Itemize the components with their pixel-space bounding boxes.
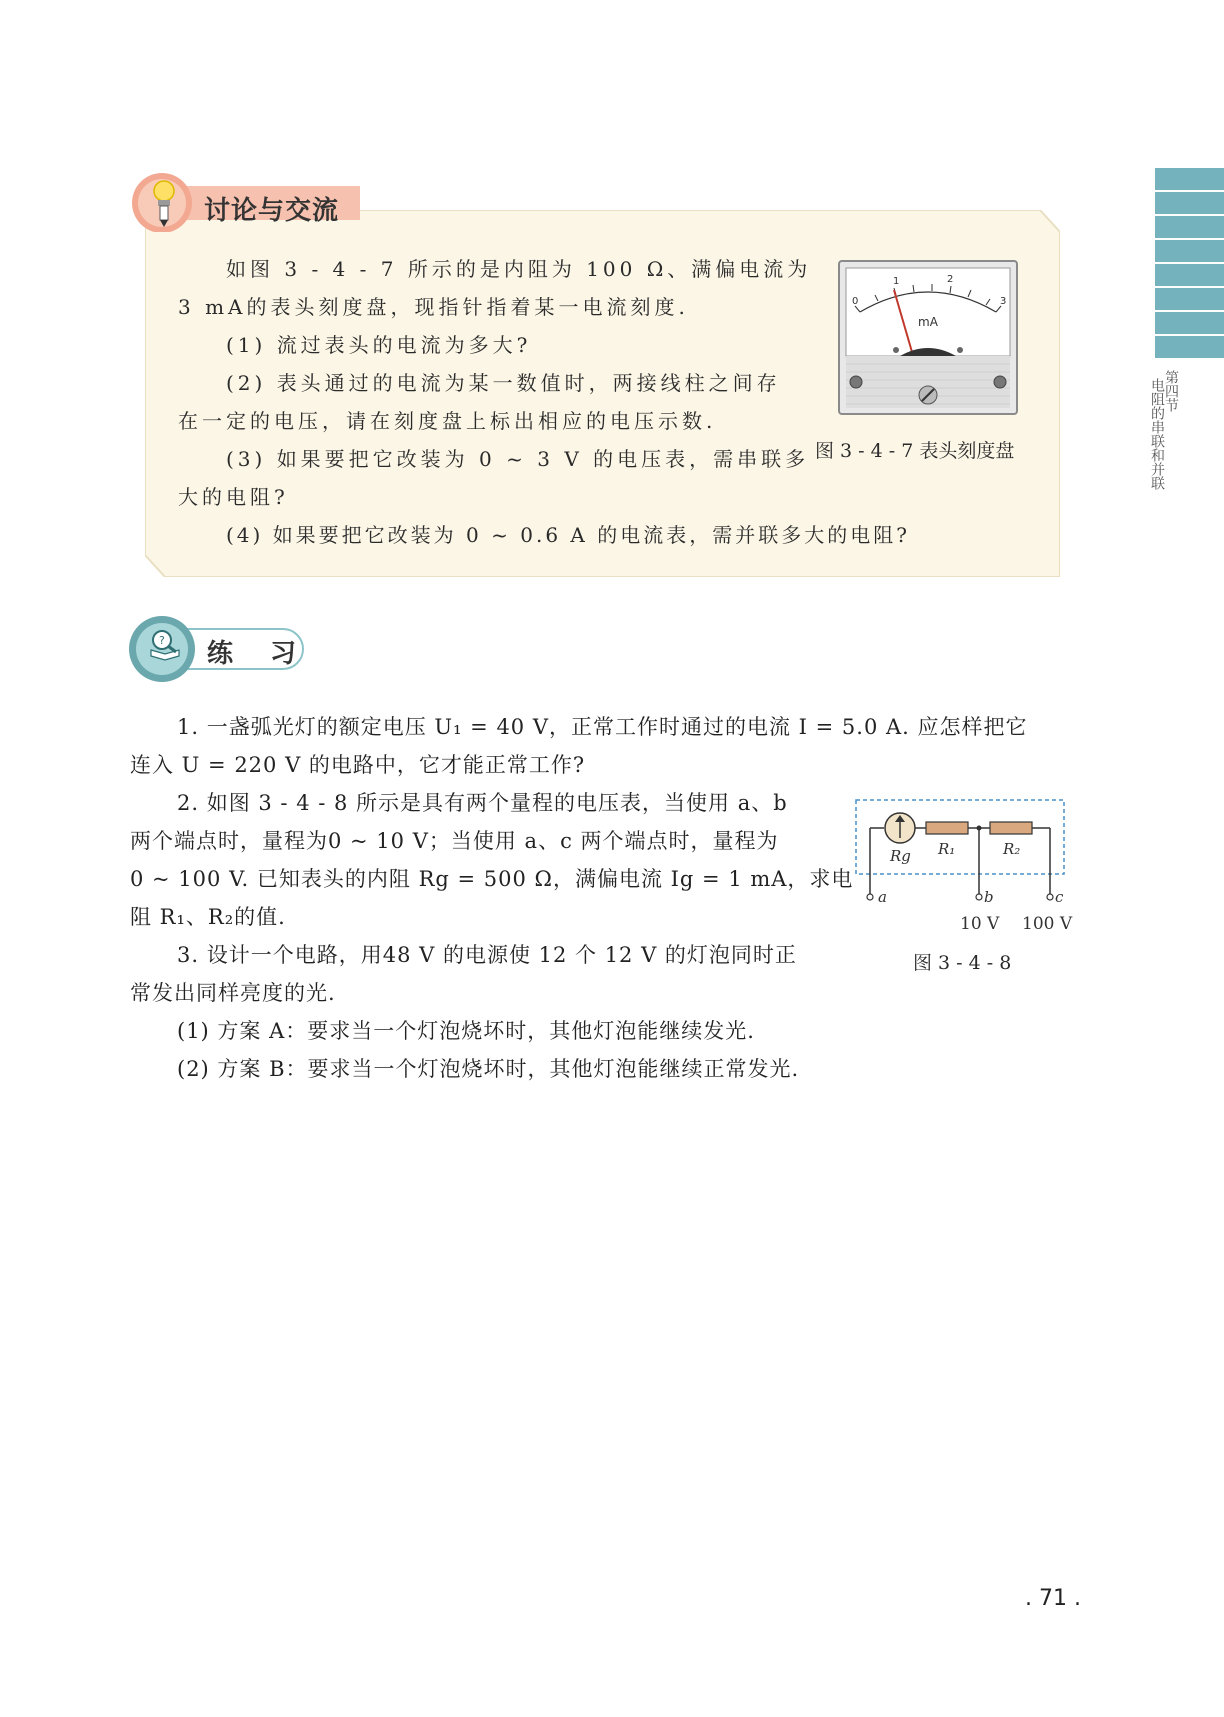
page-number: . 71 . [1025,1586,1081,1611]
terminal-a: a [878,888,887,906]
discussion-question-4: (4) 如果要把它改装为 0 ~ 0.6 A 的电流表，需并联多大的电阻? [226,523,910,547]
chapter-side-tab [1155,168,1224,358]
exercise-3-line-2: 常发出同样亮度的光. [130,981,336,1005]
range-10v: 10 V [960,914,1000,934]
meter-dial-figure [838,260,1018,415]
exercise-2-line-1: 2. 如图 3 - 4 - 8 所示是具有两个量程的电压表，当使用 a、b [177,791,788,815]
exercise-3-plan-a: (1) 方案 A：要求当一个灯泡烧坏时，其他灯泡能继续发光. [177,1019,755,1043]
figure-3-4-8-caption: 图 3 - 4 - 8 [913,952,1012,974]
terminal-c: c [1055,888,1064,906]
circuit-label-r1: R₁ [938,840,956,858]
circuit-label-r2: R₂ [1003,840,1021,858]
discussion-question-3: (3) 如果要把它改装为 0 ~ 3 V 的电压表，需串联多 [226,447,810,471]
discussion-line-1: 如图 3 - 4 - 7 所示的是内阻为 100 Ω、满偏电流为 [226,257,812,281]
exercise-title: 练 习 [207,639,311,669]
meter-scale-1: 1 [893,276,900,287]
exercise-2-line-2: 两个端点时，量程为0 ~ 10 V；当使用 a、c 两个端点时，量程为 [130,829,779,853]
voltmeter-circuit-figure [848,798,1078,948]
exercise-3-line-1: 3. 设计一个电路，用48 V 的电源使 12 个 12 V 的灯泡同时正 [177,943,797,967]
exercise-3-plan-b: (2) 方案 B：要求当一个灯泡烧坏时，其他灯泡能继续正常发光. [177,1057,800,1081]
meter-scale-2: 2 [947,274,954,285]
exercise-2-line-3: 0 ~ 100 V. 已知表头的内阻 Rg = 500 Ω，满偏电流 Ig = 1 mA，求电 [130,867,854,891]
side-section-label [1149,370,1179,490]
side-section-number: 第四节 [1163,370,1179,412]
discussion-line-7: 大的电阻? [178,485,289,509]
discussion-line-5: 在一定的电压，请在刻度盘上标出相应的电压示数. [178,409,717,433]
circuit-label-rg: Rg [890,847,911,865]
discussion-question-2: (2) 表头通过的电流为某一数值时，两接线柱之间存 [226,371,781,395]
meter-scale-3: 3 [1000,296,1007,307]
meter-unit: mA [918,315,938,329]
lightbulb-icon [150,178,178,228]
discussion-line-2: 3 mA的表头刻度盘，现指针指着某一电流刻度. [178,295,689,319]
discussion-title: 讨论与交流 [204,196,340,226]
exercise-2-line-4: 阻 R₁、R₂的值. [130,905,286,929]
side-section-title: 电阻的串联和并联 [1149,378,1165,490]
svg-text:?: ? [159,634,165,647]
exercise-1-line-1: 1. 一盏弧光灯的额定电压 U₁ = 40 V，正常工作时通过的电流 I = 5.0 A. 应怎样把它 [177,715,1028,739]
terminal-b: b [984,888,994,906]
meter-scale-0: 0 [852,296,859,307]
magnifier-book-icon [147,626,183,662]
exercise-1-line-2: 连入 U = 220 V 的电路中，它才能正常工作? [130,753,586,777]
figure-3-4-7-caption: 图 3 - 4 - 7 表头刻度盘 [815,440,1015,462]
discussion-question-1: (1) 流过表头的电流为多大? [226,333,532,357]
range-100v: 100 V [1022,914,1073,934]
